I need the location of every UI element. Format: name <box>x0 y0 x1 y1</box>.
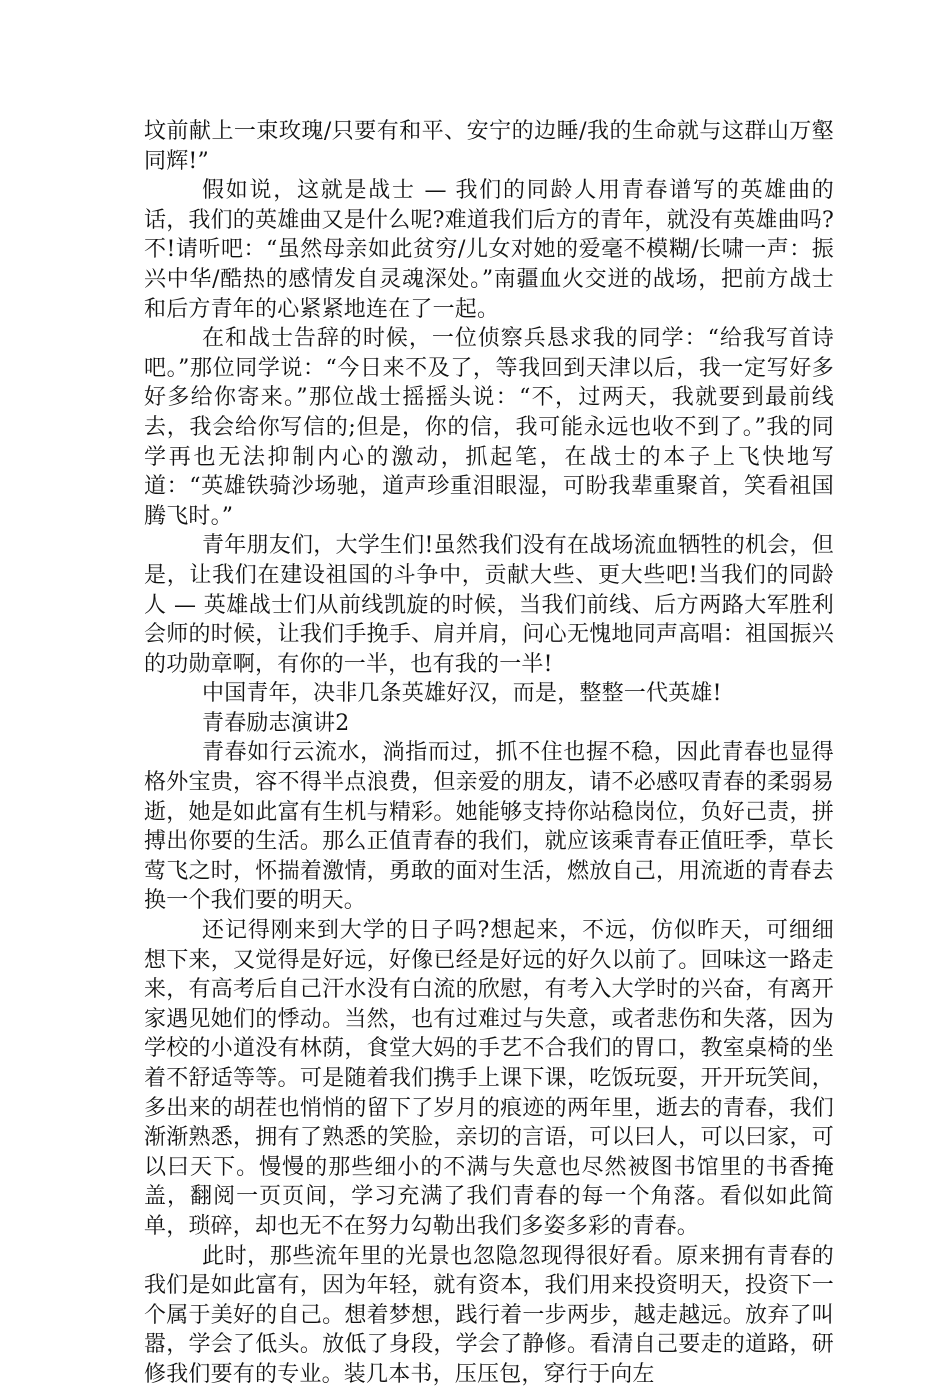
paragraph-scout-farewell: 在和战士告辞的时候，一位侦察兵恳求我的同学：“给我写首诗吧。”那位同学说：“今日来不及了，等我回到天津以后，我一定写好多好多给你寄来。”那位战士摇摇头说：“不，过两天，我就要到最前线去，我会给你写信的;但是，你的信，我可能永远也收不到了。”我的同学再也无法抑制内心的激动，抓起笔，在战士的本子上飞快地写道：“英雄铁骑沙场驰，道声珍重泪眼湿，可盼我辈重聚首，笑看祖国腾飞时。” <box>144 326 834 529</box>
section-heading: 青春励志演讲2 <box>202 710 350 736</box>
paragraph-generation-heroes: 中国青年，决非几条英雄好汉，而是，整整一代英雄! <box>202 681 722 707</box>
paragraph-youth-wealth: 此时，那些流年里的光景也忽隐忽现得很好看。原来拥有青春的我们是如此富有，因为年轻，就有资本，我们用来投资明天，投资下一个属于美好的自己。想着梦想，践行着一步两步，越走越远。放弃了叫嚣，学会了低头。放低了身段，学会了静修。看清自己要走的道路，研修我们要有的专业。装几本书，压压包，穿行于向左 <box>144 1243 834 1387</box>
paragraph-young-friends: 青年朋友们，大学生们!虽然我们没有在战场流血牺牲的机会，但是，让我们在建设祖国的斗争中，贡献大些、更大些吧!当我们的同龄人 — 英雄战士们从前线凯旋的时候，当我们前线、后方两路大军胜利会师的时候，让我们手挽手、肩并肩，问心无愧地同声高唱：祖国振兴的功勋章啊，有你的一半，也有我的一半! <box>144 533 834 677</box>
paragraph-hero-song: 假如说，这就是战士 — 我们的同龄人用青春谱写的英雄曲的话，我们的英雄曲又是什么呢?难道我们后方的青年，就没有英雄曲吗?不!请听吧：“虽然母亲如此贫穷/儿女对她的爱毫不模糊/长啸一声：振兴中华/酷热的感情发自灵魂深处。”南疆血火交迸的战场，把前方战士和后方青年的心紧紧地连在了一起。 <box>144 178 834 322</box>
paragraph-college-memories: 还记得刚来到大学的日子吗?想起来，不远，仿似昨天，可细细想下来，又觉得是好远，好像已经是好远的好久以前了。回味这一路走来，有高考后自己汗水没有白流的欣慰，有考入大学时的兴奋，有离开家遇见她们的悸动。当然，也有过难过与失意，或者悲伤和失落，因为学校的小道没有林荫，食堂大妈的手艺不合我们的胃口，教室桌椅的坐着不舒适等等。可是随着我们携手上课下课，吃饭玩耍，开开玩笑间，多出来的胡茬也悄悄的留下了岁月的痕迹的两年里，逝去的青春，我们渐渐熟悉，拥有了熟悉的笑脸，亲切的言语，可以曰人，可以曰家，可以曰天下。慢慢的那些细小的不满与失意也尽然被图书馆里的书香掩盖，翻阅一页页间，学习充满了我们青春的每一个角落。看似如此简单，琐碎，却也无不在努力勾勒出我们多姿多彩的青春。 <box>144 918 834 1239</box>
paragraph-youth-flowing: 青春如行云流水，淌指而过，抓不住也握不稳，因此青春也显得格外宝贵，容不得半点浪费，但亲爱的朋友，请不必感叹青春的柔弱易逝，她是如此富有生机与精彩。她能够支持你站稳岗位，负好己责，拼搏出你要的生活。那么正值青春的我们，就应该乘青春正值旺季，草长莺飞之时，怀揣着激情，勇敢的面对生活，燃放自己，用流逝的青春去换一个我们要的明天。 <box>144 740 834 914</box>
document-page <box>144 117 834 1390</box>
paragraph-poem-ending: 坟前献上一束玫瑰/只要有和平、安宁的边睡/我的生命就与这群山万壑同辉!” <box>144 119 834 174</box>
